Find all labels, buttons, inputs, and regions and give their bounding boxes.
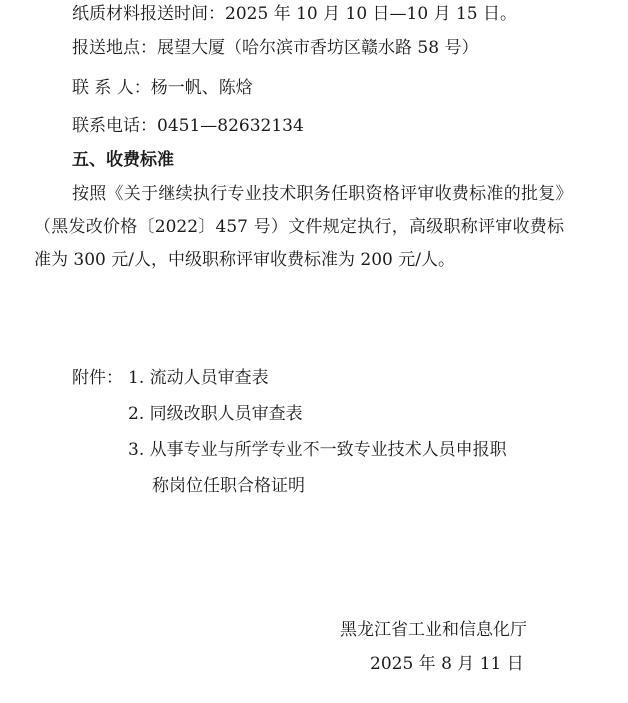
material-deadline: 纸质材料报送时间：2025 年 10 月 10 日—10 月 15 日。	[72, 4, 518, 24]
fees-body: 按照《关于继续执行专业技术职务任职资格评审收费标准的批复》（黑发改价格〔2022〕457 号）文件规定执行，高级职称评审收费标准为 300 元/人，中级职称评审收费标准为 200 元/人。	[34, 184, 564, 270]
submission-location: 报送地点：展望大厦（哈尔滨市香坊区赣水路 58 号）	[72, 38, 479, 58]
attachment-item: 3. 从事专业与所学专业不一致专业技术人员申报职	[128, 440, 507, 460]
contact-phone: 联系电话：0451—82632134	[72, 116, 304, 136]
contact-person: 联 系 人：杨一帆、陈焓	[72, 78, 253, 98]
issuing-organization: 黑龙江省工业和信息化厅	[340, 620, 527, 640]
attachment-item: 1. 流动人员审查表	[128, 368, 269, 388]
fees-heading: 五、收费标准	[72, 150, 174, 170]
attachments-label: 附件：	[72, 368, 123, 388]
attachment-item: 2. 同级改职人员审查表	[128, 404, 303, 424]
attachment-item-continuation: 称岗位任职合格证明	[152, 476, 305, 496]
issue-date: 2025 年 8 月 11 日	[370, 654, 524, 674]
